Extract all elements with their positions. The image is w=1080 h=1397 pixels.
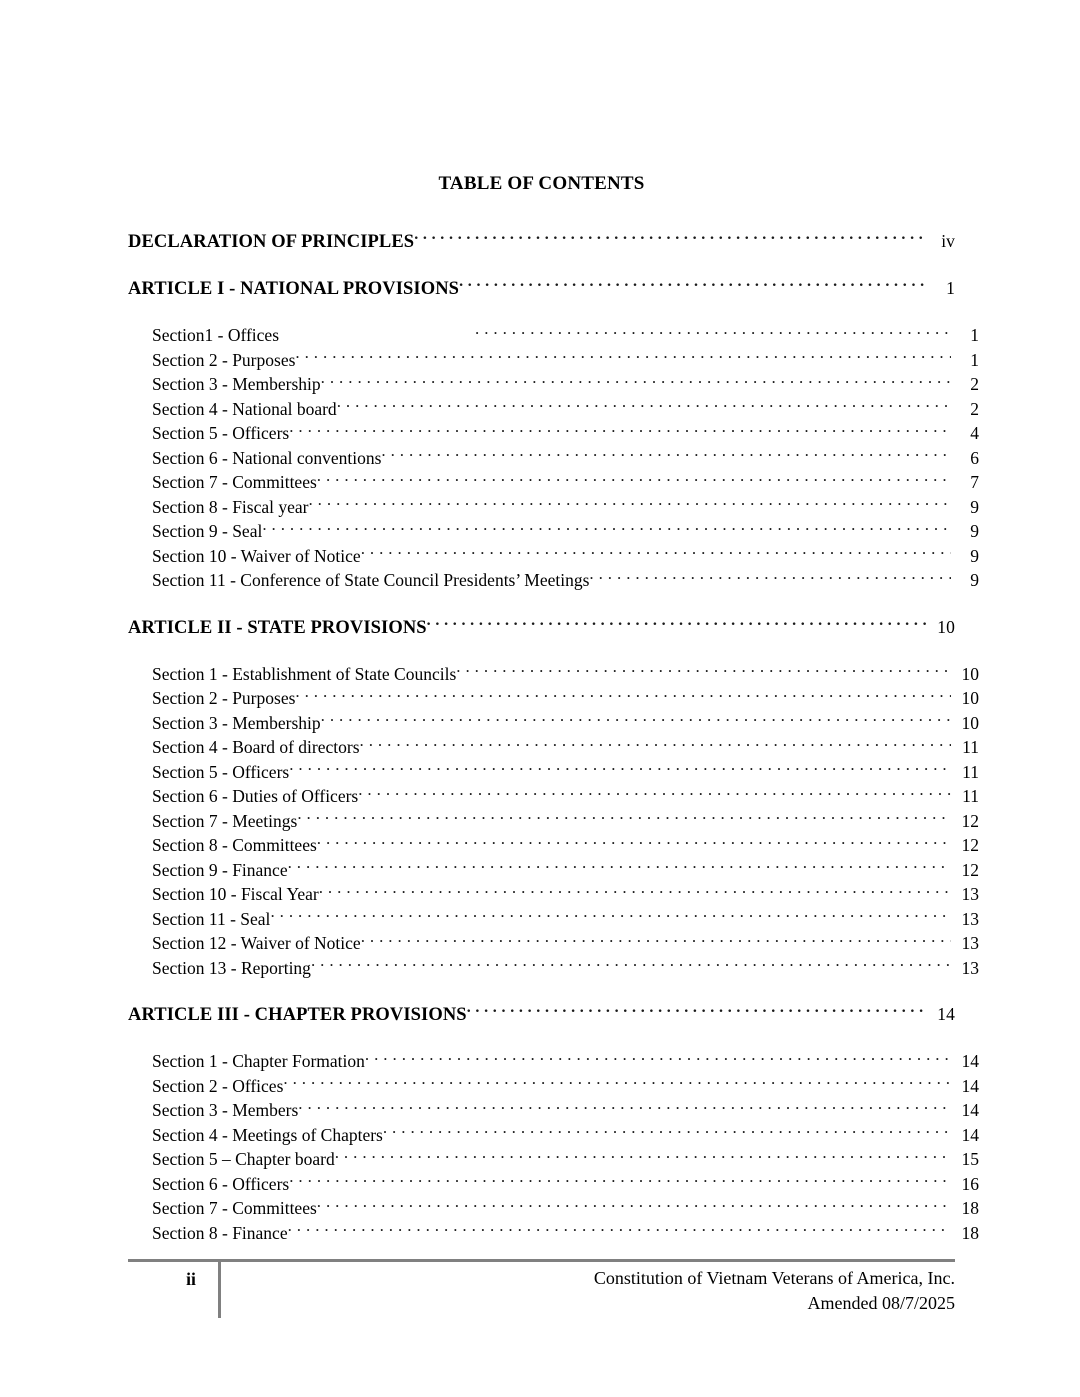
toc-entry-page: 2	[970, 398, 979, 419]
dot-leader	[262, 520, 951, 538]
dot-leader	[311, 956, 951, 974]
toc-entry-label: Section 4 - National board	[152, 398, 337, 419]
toc-entry-label: Section 13 - Reporting	[152, 957, 311, 978]
toc-entry-page: 6	[970, 447, 979, 468]
toc-entry-page: 1	[946, 278, 955, 298]
dot-leader	[321, 711, 951, 729]
toc-entry-label: Section 6 - Officers	[152, 1173, 290, 1194]
toc-entry-page: 11	[962, 786, 979, 806]
toc-entry-section[interactable]	[128, 323, 979, 348]
footer-line-1: Constitution of Vietnam Veterans of America, Inc.	[593, 1268, 955, 1288]
toc-entry-page: 14	[961, 1100, 979, 1120]
toc-entry-page: 9	[970, 545, 979, 566]
toc-entry-label: ARTICLE III - CHAPTER PROVISIONS	[128, 1005, 467, 1025]
toc-entry-page: 12	[961, 859, 979, 880]
toc-entry-page: 14	[961, 1124, 979, 1145]
toc-entry-label: Section 3 - Members	[152, 1100, 299, 1120]
toc-entry-section[interactable]	[128, 568, 979, 593]
toc-entry-section[interactable]	[128, 1172, 979, 1197]
toc-entry-page: 12	[961, 810, 979, 831]
toc-entry-label: Section 12 - Waiver of Notice	[152, 933, 361, 953]
toc-entry-section[interactable]	[128, 809, 979, 834]
toc-entry-section[interactable]	[128, 519, 979, 544]
toc-entry-page: 9	[970, 496, 979, 517]
toc-entry-page: 13	[961, 908, 979, 929]
toc-entry-section[interactable]	[128, 495, 979, 520]
toc-entry-label: Section 6 - Duties of Officers	[152, 786, 359, 806]
dot-leader	[317, 471, 951, 489]
dot-leader	[414, 231, 928, 247]
toc-entry-label: Section 11 - Seal	[152, 908, 271, 929]
toc-entry-section[interactable]	[128, 397, 979, 422]
toc-entry-page: iv	[941, 231, 955, 251]
dot-leader	[361, 544, 951, 562]
toc-content	[128, 0, 979, 1245]
toc-entry-page: 10	[961, 688, 979, 708]
dot-leader	[319, 883, 951, 901]
spacer	[128, 593, 955, 615]
footer-vertical-bar	[218, 1262, 221, 1318]
toc-entry-label: Section 4 - Meetings of Chapters	[152, 1124, 383, 1145]
toc-entry-section[interactable]	[128, 858, 979, 883]
toc-entry-label: Section 10 - Fiscal Year	[152, 884, 319, 904]
toc-entry-page: 14	[961, 1051, 979, 1071]
toc-entry-label: Section 1 - Establishment of State Councils	[152, 663, 457, 684]
dot-leader	[295, 687, 951, 705]
dot-leader	[358, 785, 951, 803]
toc-entry-label: Section 11 - Conference of State Council Presidents’ Meetings	[152, 570, 590, 590]
dot-leader	[317, 834, 951, 852]
dot-leader	[289, 760, 951, 778]
dot-leader	[427, 617, 928, 633]
toc-entry-page: 18	[961, 1198, 979, 1218]
toc-entry-label: Section 5 - Officers	[152, 761, 290, 782]
toc-entry-label: Section 10 - Waiver of Notice	[152, 545, 361, 566]
dot-leader	[283, 1074, 951, 1092]
toc-entry-label: Section 7 - Meetings	[152, 810, 298, 831]
dot-leader	[589, 569, 951, 587]
toc-entry-label: Section 4 - Board of directors	[152, 737, 360, 757]
toc-articles	[128, 254, 979, 1245]
spacer	[128, 640, 955, 662]
toc-entry-section[interactable]	[128, 907, 979, 932]
spacer	[128, 195, 955, 229]
toc-entry-page: 13	[961, 957, 979, 978]
dot-leader	[383, 1123, 951, 1141]
footer-page-number: ii	[186, 1269, 196, 1289]
toc-entry-page: 4	[970, 423, 979, 443]
spacer	[128, 1027, 955, 1049]
dot-leader	[297, 809, 951, 827]
toc-entry-page: 9	[970, 521, 979, 541]
toc-entry-section[interactable]	[128, 1123, 979, 1148]
dot-leader	[308, 495, 951, 513]
toc-entry-page: 2	[970, 374, 979, 394]
dot-leader	[321, 373, 951, 391]
toc-entry-label: Section 3 - Membership	[152, 712, 321, 733]
toc-entry-page: 14	[937, 1004, 955, 1024]
toc-entry-section[interactable]	[128, 446, 979, 471]
toc-entry-page: 9	[970, 570, 979, 590]
page-footer	[128, 1259, 955, 1324]
toc-entry-label: Section 2 - Purposes	[152, 349, 296, 370]
toc-entry-section[interactable]	[128, 544, 979, 569]
dot-leader	[289, 422, 951, 440]
toc-entry-section[interactable]	[128, 686, 979, 711]
dot-leader	[459, 278, 928, 294]
toc-entry-section[interactable]	[128, 784, 979, 809]
dot-leader	[360, 736, 951, 754]
toc-entry-page: 13	[961, 933, 979, 953]
toc-entry-label: Section 1 - Chapter Formation	[152, 1051, 365, 1071]
toc-entry-page: 15	[961, 1149, 979, 1169]
toc-entry-label: Section 7 - Committees	[152, 472, 317, 492]
toc-entry-label: Section 8 - Fiscal year	[152, 496, 309, 517]
dot-leader	[381, 446, 951, 464]
dot-leader	[361, 932, 951, 950]
footer-body	[128, 1262, 955, 1324]
spacer	[128, 980, 955, 1002]
toc-entry-declaration[interactable]	[128, 229, 955, 254]
footer-line-2: Amended 08/7/2025	[807, 1293, 955, 1313]
dot-leader	[335, 1148, 951, 1166]
toc-entry-page: 10	[961, 712, 979, 733]
toc-entry-section[interactable]	[128, 760, 979, 785]
toc-entry-label: Section 9 - Finance	[152, 859, 288, 880]
spacer	[128, 301, 955, 323]
toc-entry-label: Section 2 ‑ Purposes	[152, 688, 296, 708]
toc-entry-section[interactable]	[128, 662, 979, 687]
dot-leader	[298, 1099, 951, 1117]
toc-entry-section[interactable]	[128, 1196, 979, 1221]
toc-entry-label: DECLARATION OF PRINCIPLES	[128, 232, 415, 252]
toc-entry-section[interactable]	[128, 1074, 979, 1099]
toc-entry-section[interactable]	[128, 372, 979, 397]
toc-entry-section[interactable]	[128, 833, 979, 858]
toc-entry-article[interactable]	[128, 615, 955, 640]
dot-leader	[295, 348, 951, 366]
toc-entry-section[interactable]	[128, 1147, 979, 1172]
toc-entry-section[interactable]	[128, 470, 979, 495]
toc-entry-page: 14	[961, 1075, 979, 1096]
dot-leader	[337, 397, 951, 415]
toc-entry-label: Section 3 - Membership	[152, 374, 321, 394]
toc-entry-label: Section 7 - Committees	[152, 1198, 317, 1218]
toc-entry-section[interactable]	[128, 882, 979, 907]
toc-entry-article[interactable]	[128, 1002, 955, 1027]
dot-leader	[456, 662, 951, 680]
toc-entry-page: 11	[962, 737, 979, 757]
toc-entry-section[interactable]	[128, 1221, 979, 1246]
toc-entry-label: ARTICLE I - NATIONAL PROVISIONS	[128, 279, 460, 299]
toc-entry-page: 7	[970, 472, 979, 492]
toc-entry-section[interactable]	[128, 348, 979, 373]
toc-entry-label: Section 5 – Chapter board	[152, 1149, 335, 1169]
dot-leader	[475, 324, 951, 342]
toc-entry-section[interactable]	[128, 956, 979, 981]
dot-leader	[317, 1197, 951, 1215]
toc-entry-label: Section 6 - National conventions	[152, 447, 382, 468]
toc-entry-label: Section 5 - Officers	[152, 423, 290, 443]
toc-entry-label: Section 8 - Finance	[152, 1222, 288, 1243]
toc-entry-page: 12	[961, 835, 979, 855]
footer-text-block	[594, 1266, 955, 1316]
toc-entry-page: 11	[962, 761, 979, 782]
toc-entry-page: 10	[961, 663, 979, 684]
toc-entry-label: Section 8 - Committees	[152, 835, 317, 855]
toc-entry-article[interactable]	[128, 276, 955, 301]
toc-entry-section[interactable]	[128, 1098, 979, 1123]
toc-entry-section[interactable]	[128, 711, 979, 736]
dot-leader	[288, 1221, 951, 1239]
toc-entry-section[interactable]	[128, 931, 979, 956]
toc-entry-page: 1	[970, 325, 979, 345]
toc-entry-section[interactable]	[128, 421, 979, 446]
dot-leader	[365, 1050, 951, 1068]
toc-entry-section[interactable]	[128, 1049, 979, 1074]
spacer	[128, 254, 955, 276]
toc-entry-label: ARTICLE II - STATE PROVISIONS	[128, 617, 427, 638]
dot-leader	[289, 1172, 951, 1190]
toc-entry-label: Section1 - Offices	[152, 325, 280, 345]
page-title: TABLE OF CONTENTS	[438, 173, 645, 194]
dot-leader	[288, 858, 951, 876]
toc-entry-page: 1	[970, 349, 979, 370]
dot-leader	[467, 1004, 928, 1020]
toc-entry-page: 18	[961, 1222, 979, 1243]
toc-entry-label: Section 9 - Seal	[152, 521, 263, 541]
toc-entry-page: 16	[961, 1173, 979, 1194]
toc-entry-label: Section 2 - Offices	[152, 1075, 284, 1096]
toc-entry-page: 10	[937, 616, 955, 637]
toc-entry-section[interactable]	[128, 735, 979, 760]
dot-leader	[270, 907, 951, 925]
toc-entry-page: 13	[961, 884, 979, 904]
